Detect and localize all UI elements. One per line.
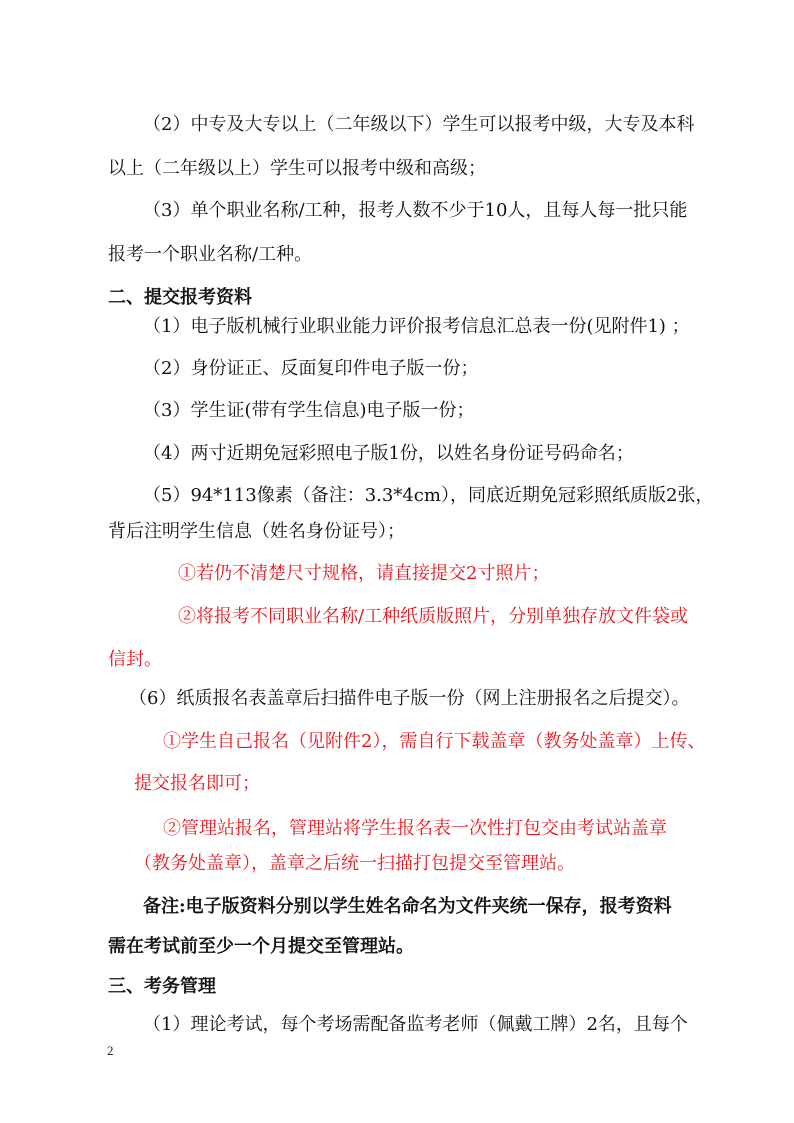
text-line: （2）身份证正、反面复印件电子版一份； [143, 358, 479, 379]
text-line: （3）单个职业名称/工种，报考人数不少于10人，且每人每一批只能 [143, 200, 688, 221]
note-line: 信封。 [108, 649, 162, 670]
note-line: ①学生自己报名（见附件2），需自行下载盖章（教务处盖章）上传、 [163, 731, 706, 752]
note-line: （教务处盖章），盖章之后统一扫描打包提交至管理站。 [134, 853, 575, 874]
section-heading: 二、提交报考资料 [108, 287, 252, 308]
note-line: ②管理站报名，管理站将学生报名表一次性打包交由考试站盖章 [163, 818, 667, 839]
text-line: （2）中专及大专以上（二年级以下）学生可以报考中级，大专及本科 [143, 114, 695, 135]
note-line: ①若仍不清楚尺寸规格，请直接提交2寸照片； [178, 563, 550, 584]
note-line: 提交报名即可； [134, 773, 260, 794]
remark-line: 需在考试前至少一个月提交至管理站。 [108, 936, 414, 957]
text-line: 背后注明学生信息（姓名身份证号）； [108, 521, 405, 542]
text-line: 以上（二年级以上）学生可以报考中级和高级； [108, 158, 486, 179]
remark-line: 备注:电子版资料分别以学生姓名命名为文件夹统一保存，报考资料 [143, 896, 672, 917]
page-number: 2 [107, 1043, 114, 1058]
section-heading: 三、考务管理 [108, 976, 216, 997]
text-line: （6）纸质报名表盖章后扫描件电子版一份（网上注册报名之后提交）。 [129, 688, 690, 709]
text-line: （1）理论考试，每个考场需配备监考老师（佩戴工牌）2名，且每个 [143, 1014, 688, 1035]
note-line: ②将报考不同职业名称/工种纸质版照片，分别单独存放文件袋或 [178, 606, 689, 627]
text-line: （1）电子版机械行业职业能力评价报考信息汇总表一份(见附件1) ； [143, 316, 690, 337]
text-line: （5）94*113像素（备注：3.3*4cm），同底近期免冠彩照纸质版2张， [143, 485, 714, 506]
text-line: （3）学生证(带有学生信息)电子版一份； [143, 400, 475, 421]
text-line: 报考一个职业名称/工种。 [108, 244, 313, 265]
text-line: （4）两寸近期免冠彩照电子版1份，以姓名身份证号码命名； [143, 443, 634, 464]
